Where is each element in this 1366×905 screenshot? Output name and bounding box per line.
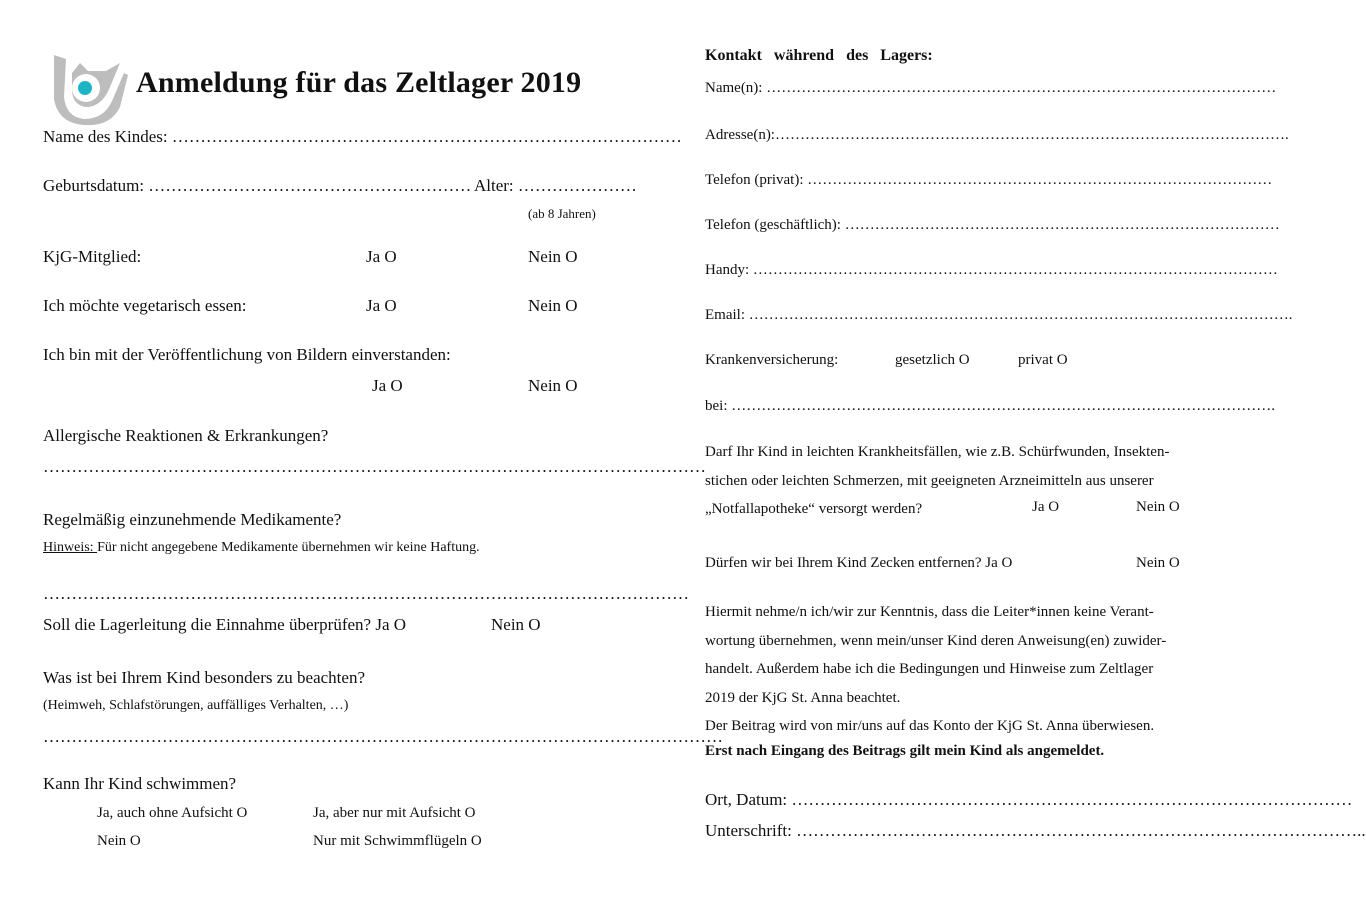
swim-option-floaties[interactable]: Nur mit Schwimmflügeln O	[313, 833, 482, 849]
medication-hint	[43, 540, 480, 556]
contact-names-field[interactable]: Name(n): …………………………………………………………………………………………	[705, 80, 1277, 96]
declaration-line: Der Beitrag wird von mir/uns auf das Konto der KjG St. Anna überwiesen.	[705, 718, 1155, 734]
declaration-line: 2019 der KjG St. Anna beachtet.	[705, 689, 901, 706]
allergies-line[interactable]: ………………………………………………………………………………………………………	[43, 457, 706, 476]
form-title: Anmeldung für das Zeltlager 2019	[136, 66, 582, 99]
insurance-private-option[interactable]: privat O	[1018, 352, 1068, 368]
age-note: (ab 8 Jahren)	[528, 206, 596, 221]
age-field[interactable]: Alter: …………………	[474, 176, 637, 195]
medicine-yes-option[interactable]: Ja O	[1032, 499, 1060, 515]
child-name-field[interactable]: Name des Kindes: ………………………………………………………………………………	[43, 127, 682, 146]
medication-label: Regelmäßig einzunehmende Medikamente?	[43, 510, 342, 529]
insurer-field[interactable]: bei: ……………………………………………………………………………………………….	[705, 398, 1275, 414]
declaration-bold-note: Erst nach Eingang des Beitrags gilt mein Kind als angemeldet.	[705, 743, 1105, 759]
declaration-line: handelt. Außerdem habe ich die Bedingungen und Hinweise zum Zeltlager	[705, 661, 1154, 677]
vegetarian-yes-option[interactable]: Ja O	[366, 296, 397, 315]
membership-yes-option[interactable]: Ja O	[366, 247, 397, 266]
photos-yes-option[interactable]: Ja O	[372, 376, 403, 395]
phone-private-field[interactable]: Telefon (privat): …………………………………………………………………………………	[705, 172, 1273, 188]
contact-heading: Kontakt während des Lagers:	[705, 47, 933, 64]
medicine-question-line: Darf Ihr Kind in leichten Krankheitsfällen, wie z.B. Schürfwunden, Insekten-	[705, 444, 1170, 460]
special-label: Was ist bei Ihrem Kind besonders zu beachten?	[43, 668, 365, 687]
medicine-question-line: stichen oder leichten Schmerzen, mit geeigneten Arzneimitteln aus unserer	[705, 472, 1154, 489]
contact-address-field[interactable]: Adresse(n):………………………………………………………………………………………….	[705, 127, 1289, 143]
swim-option-no[interactable]: Nein O	[97, 833, 141, 849]
photos-no-option[interactable]: Nein O	[528, 376, 578, 395]
ticks-no-option[interactable]: Nein O	[1136, 555, 1180, 571]
medication-check-question[interactable]: Soll die Lagerleitung die Einnahme überprüfen? Ja O	[43, 615, 407, 634]
vegetarian-label: Ich möchte vegetarisch essen:	[43, 296, 247, 315]
insurance-label: Krankenversicherung:	[705, 352, 839, 368]
hint-label: Hinweis:	[43, 540, 98, 555]
membership-no-option[interactable]: Nein O	[528, 247, 578, 266]
medication-check-no-option[interactable]: Nein O	[491, 615, 541, 634]
swim-option-without-supervision[interactable]: Ja, auch ohne Aufsicht O	[97, 805, 248, 821]
medicine-no-option[interactable]: Nein O	[1136, 499, 1180, 515]
signature-field[interactable]: Unterschrift: ………………………………………………………………………………………..	[705, 821, 1366, 840]
birthdate-field[interactable]: Geburtsdatum: …………………………………………………	[43, 176, 472, 195]
insurance-public-option[interactable]: gesetzlich O	[895, 352, 970, 368]
special-examples: (Heimweh, Schlafstörungen, auffälliges Verhalten, …)	[43, 698, 349, 713]
declaration-line: Hiermit nehme/n ich/wir zur Kenntnis, dass die Leiter*innen keine Verant-	[705, 604, 1154, 620]
mobile-field[interactable]: Handy: ……………………………………………………………………………………………	[705, 262, 1278, 278]
vegetarian-no-option[interactable]: Nein O	[528, 296, 578, 315]
declaration	[705, 598, 1245, 741]
phone-work-field[interactable]: Telefon (geschäftlich): ……………………………………………………………………………	[705, 217, 1280, 233]
photos-label: Ich bin mit der Veröffentlichung von Bildern einverstanden:	[43, 345, 451, 364]
email-field[interactable]: Email: ……………………………………………………………………………………………….	[705, 307, 1293, 323]
place-date-field[interactable]: Ort, Datum: ………………………………………………………………………………………	[705, 790, 1353, 809]
hint-text: Für nicht angegebene Medikamente übernehmen wir keine Haftung.	[97, 540, 480, 555]
special-line[interactable]: …………………………………………………………………………………………………………	[43, 727, 723, 746]
membership-label: KjG-Mitglied:	[43, 247, 142, 266]
swim-label: Kann Ihr Kind schwimmen?	[43, 774, 237, 793]
swim-option-with-supervision[interactable]: Ja, aber nur mit Aufsicht O	[313, 805, 476, 821]
allergies-label: Allergische Reaktionen & Erkrankungen?	[43, 426, 329, 445]
declaration-line: wortung übernehmen, wenn mein/unser Kind deren Anweisung(en) zuwider-	[705, 632, 1167, 649]
kjg-logo	[50, 53, 130, 127]
logo-dot	[78, 81, 92, 95]
medication-line[interactable]: ……………………………………………………………………………………………………	[43, 584, 689, 603]
medicine-question-line: „Notfallapotheke“ versorgt werden?	[705, 501, 923, 517]
ticks-question[interactable]: Dürfen wir bei Ihrem Kind Zecken entfernen? Ja O	[705, 555, 1013, 571]
